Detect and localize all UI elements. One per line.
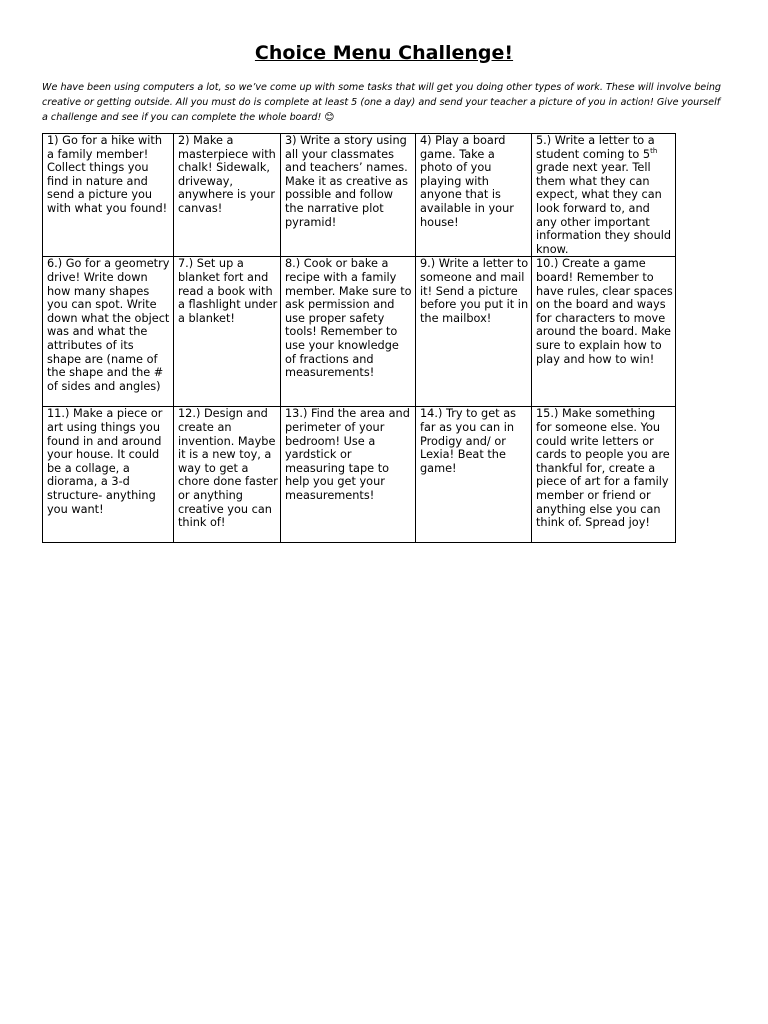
challenge-cell-13: 13.) Find the area and perimeter of your bedroom! Use a yardstick or measuring tape to help you get your measurements! — [281, 407, 416, 543]
challenge-cell-8: 8.) Cook or bake a recipe with a family member. Make sure to ask permission and use proper safety tools! Remember to use your knowledge of fractions and measurements! — [281, 257, 416, 407]
challenge-cell-2: 2) Make a masterpiece with chalk! Sidewalk, driveway, anywhere is your canvas! — [174, 134, 281, 257]
challenge-cell-11: 11.) Make a piece or art using things you found in and around your house. It could be a collage, a diorama, a 3-d structure- anything you want! — [43, 407, 174, 543]
intro-paragraph: We have been using computers a lot, so we’ve come up with some tasks that will get you doing other types of work. These will involve being creative or getting outside. All you must do is complete at least 5 (one a day) and send your teacher a picture of you in action! Give yourself a challenge and see if you can complete the whole board! 😊 — [42, 82, 722, 123]
challenge-cell-12: 12.) Design and create an invention. Maybe it is a new toy, a way to get a chore done faster or anything creative you can think of! — [174, 407, 281, 543]
challenge-cell-10: 10.) Create a game board! Remember to have rules, clear spaces on the board and ways for characters to move around the board. Make sure to explain how to play and how to win! — [532, 257, 676, 407]
table-row — [43, 134, 676, 257]
challenge-cell-4: 4) Play a board game. Take a photo of you playing with anyone that is available in your house! — [416, 134, 532, 257]
challenge-cell-5 — [532, 134, 676, 257]
challenge-cell-7: 7.) Set up a blanket fort and read a book with a flashlight under a blanket! — [174, 257, 281, 407]
challenge-cell-1: 1) Go for a hike with a family member! Collect things you find in nature and send a picture you with what you found! — [43, 134, 174, 257]
table-row — [43, 257, 676, 407]
challenge-cell-9: 9.) Write a letter to someone and mail it! Send a picture before you put it in the mailbox! — [416, 257, 532, 407]
cell-5-text-start: 5.) Write a letter to a student coming to 5 — [536, 134, 655, 161]
table-row — [43, 407, 676, 543]
choice-menu-table — [42, 133, 676, 543]
page-title: Choice Menu Challenge! — [254, 42, 514, 64]
ordinal-suffix: th — [650, 146, 658, 155]
challenge-cell-15: 15.) Make something for someone else. You could write letters or cards to people you are thankful for, create a piece of art for a family member or friend or anything else you can think of. Spread joy! — [532, 407, 676, 543]
challenge-cell-14: 14.) Try to get as far as you can in Prodigy and/ or Lexia! Beat the game! — [416, 407, 532, 543]
challenge-cell-6: 6.) Go for a geometry drive! Write down how many shapes you can spot. Write down what the object was and what the attributes of its shape are (name of the shape and the # of sides and angles) — [43, 257, 174, 407]
challenge-cell-3: 3) Write a story using all your classmates and teachers’ names. Make it as creative as possible and follow the narrative plot pyramid! — [281, 134, 416, 257]
cell-5-text-end: grade next year. Tell them what they can expect, what they can look forward to, and any other important information they should know. — [536, 161, 672, 256]
